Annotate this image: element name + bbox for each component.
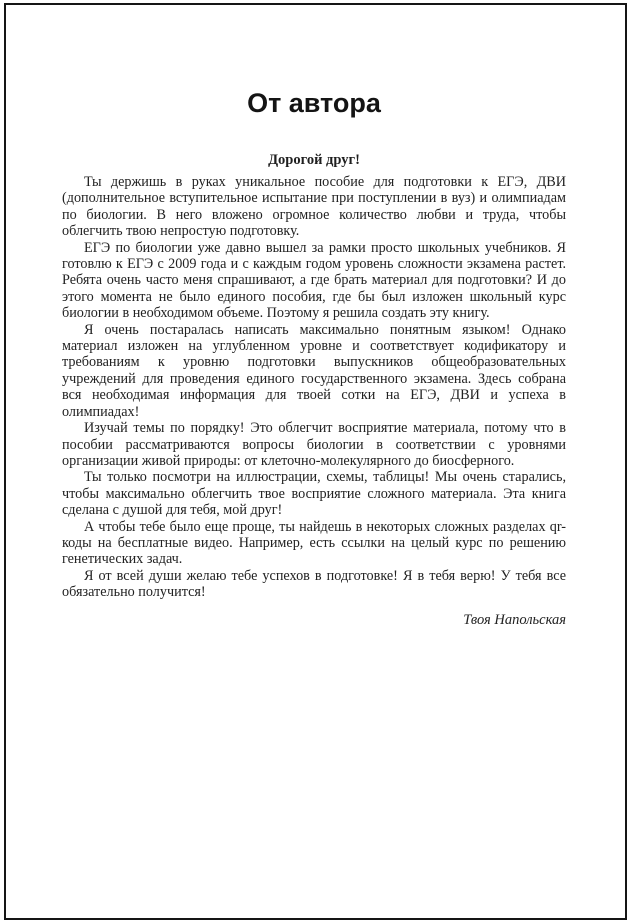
chapter-title: От автора — [247, 88, 381, 118]
page-content — [62, 0, 566, 643]
body-text — [62, 174, 566, 601]
paragraph-3: Я очень постаралась написать максимально понятным языком! Однако материал изложен на углубленном уровне и соответствует кодификатору и требованиям к уровню подготовки выпускников общеобразовательных учреждений для проведения единого государственного экзамена. Здесь собрана вся необходимая информация для твоей сотки на ЕГЭ, ДВИ и успеха в олимпиадах! — [62, 321, 566, 420]
paragraph-1: Ты держишь в руках уникальное пособие для подготовки к ЕГЭ, ДВИ (дополнительное вступительное испытание при поступлении в вуз) и олимпиадам по биологии. В него вложено огромное количество любви и труда, чтобы облегчить твою непростую подготовку. — [62, 174, 566, 240]
paragraph-5: Ты только посмотри на иллюстрации, схемы, таблицы! Мы очень старались, чтобы максимально облегчить твое восприятие сложного материала. Эта книга сделана с душой для тебя, мой друг! — [62, 469, 566, 519]
paragraph-6: А чтобы тебе было еще проще, ты найдешь в некоторых сложных разделах qr-коды на бесплатные видео. Например, есть ссылки на целый курс по решению генетических задач. — [62, 518, 566, 568]
paragraph-4: Изучай темы по порядку! Это облегчит восприятие материала, потому что в пособии рассматриваются вопросы биологии в соответствии с уровнями организации живой природы: от клеточно-молекулярного до биосферного. — [62, 420, 566, 469]
paragraph-2: ЕГЭ по биологии уже давно вышел за рамки просто школьных учебников. Я готовлю к ЕГЭ с 2009 года и с каждым годом уровень сложности экзамена растет. Ребята очень часто меня спрашивают, а где брать материал для подготовки? И до этого момента не было единого пособия, где бы был изложен школьный курс биологии в необходимом объеме. Поэтому я решила создать эту книгу. — [62, 239, 566, 322]
salutation: Дорогой друг! — [268, 152, 360, 168]
paragraph-7: Я от всей души желаю тебе успехов в подготовке! Я в тебя верю! У тебя все обязательно получится! — [62, 567, 566, 601]
author-signature: Твоя Напольская — [463, 611, 566, 628]
